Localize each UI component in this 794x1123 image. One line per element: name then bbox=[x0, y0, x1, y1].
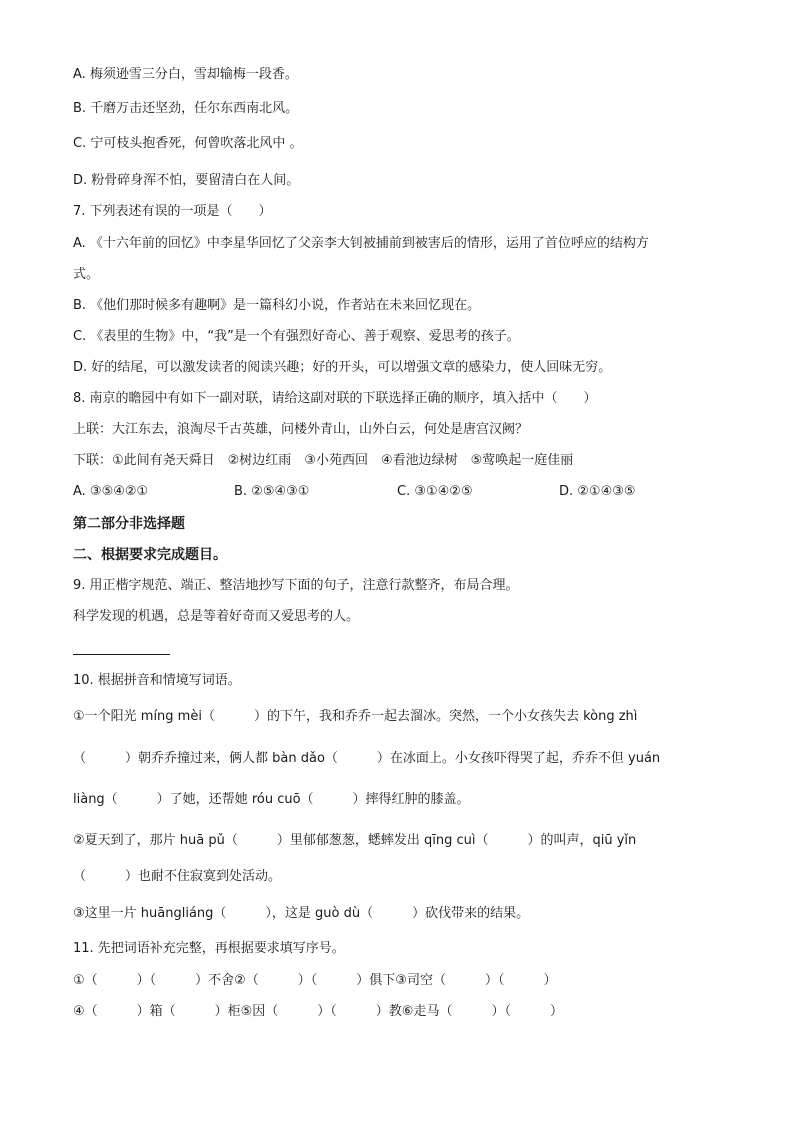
q7-stem: 7. 下列表述有误的一项是（ ） bbox=[73, 204, 272, 219]
q7-option-b: B. 《他们那时候多有趣啊》是一篇科幻小说，作者站在未来回忆现在。 bbox=[73, 298, 481, 313]
q10-p2-line1: ②夏天到了，那片 huā pǔ（ ）里郁郁葱葱，蟋蟀发出 qīng cuì（ ）的叫声，qiū yǐn bbox=[73, 833, 637, 848]
q8-stem: 8. 南京的瞻园中有如下一副对联，请给这副对联的下联选择正确的顺序，填入括中（ ） bbox=[73, 391, 597, 406]
part-two-title: 第二部分非选择题 bbox=[73, 516, 185, 532]
q8-option-c: C. ③①④②⑤ bbox=[397, 484, 473, 499]
q10-p1-line2: （ ）朝乔乔撞过来，俩人都 bàn dǎo（ ）在冰面上。小女孩吓得哭了起，乔乔不但 yuán bbox=[73, 751, 661, 766]
q11-stem: 11. 先把词语补充完整，再根据要求填写序号。 bbox=[73, 941, 345, 956]
q8-option-b: B. ②⑤④③① bbox=[234, 484, 310, 499]
q8-option-a: A. ③⑤④②① bbox=[73, 484, 149, 499]
q9-stem: 9. 用正楷字规范、端正、整洁地抄写下面的句子，注意行款整齐，布局合理。 bbox=[73, 578, 519, 593]
q7-option-a-line1: A. 《十六年前的回忆》中李星华回忆了父亲李大钊被捕前到被害后的情形，运用了首位呼应的结构方 bbox=[73, 236, 649, 251]
q7-option-d: D. 好的结尾，可以激发读者的阅读兴趣；好的开头，可以增强文章的感染力，使人回味无穷。 bbox=[73, 360, 612, 375]
q6-option-d: D. 粉骨碎身浑不怕，要留清白在人间。 bbox=[73, 173, 300, 188]
q10-p2-line2: （ ）也耐不住寂寞到处活动。 bbox=[73, 869, 282, 884]
q7-option-c: C. 《表里的生物》中，“我”是一个有强烈好奇心、善于观察、爱思考的孩子。 bbox=[73, 329, 520, 344]
q10-stem: 10. 根据拼音和情境写词语。 bbox=[73, 673, 241, 688]
q6-option-b: B. 千磨万击还坚劲，任尔东西南北风。 bbox=[73, 101, 299, 116]
q6-option-a: A. 梅须逊雪三分白，雪却输梅一段香。 bbox=[73, 67, 298, 82]
q8-option-d: D. ②①④③⑤ bbox=[559, 484, 636, 499]
section-heading: 二、根据要求完成题目。 bbox=[73, 547, 227, 563]
q7-option-a-line2: 式。 bbox=[73, 267, 100, 282]
q6-option-c: C. 宁可枝头抱香死，何曾吹落北风中 。 bbox=[73, 136, 303, 151]
q10-p1-line1: ①一个阳光 míng mèi（ ）的下午，我和乔乔一起去溜冰。突然，一个小女孩失去 kòng zhì bbox=[73, 709, 638, 724]
q8-upper-couplet: 上联：大江东去，浪淘尽千古英雄，问楼外青山，山外白云，何处是唐宫汉阙？ bbox=[73, 422, 529, 437]
q11-line1: ①（ ）（ ）不舍②（ ）（ ）俱下③司空（ ）（ ） bbox=[73, 973, 557, 988]
q10-p1-line3: liàng（ ）了她，还帮她 róu cuō（ ）摔得红肿的膝盖。 bbox=[73, 792, 470, 807]
q9-sentence: 科学发现的机遇，总是等着好奇而又爱思考的人。 bbox=[73, 609, 360, 624]
q8-lower-couplet: 下联：①此间有尧天舜日 ②树边红雨 ③小苑西回 ④看池边绿树 ⑤莺唤起一庭佳丽 bbox=[73, 453, 574, 468]
q11-line2: ④（ ）箱（ ）柜⑤因（ ）（ ）教⑥走马（ ）（ ） bbox=[73, 1004, 563, 1019]
q10-p3-line1: ③这里一片 huāngliáng（ ），这是 guò dù（ ）砍伐带来的结果。 bbox=[73, 906, 530, 921]
writing-line bbox=[73, 654, 170, 655]
